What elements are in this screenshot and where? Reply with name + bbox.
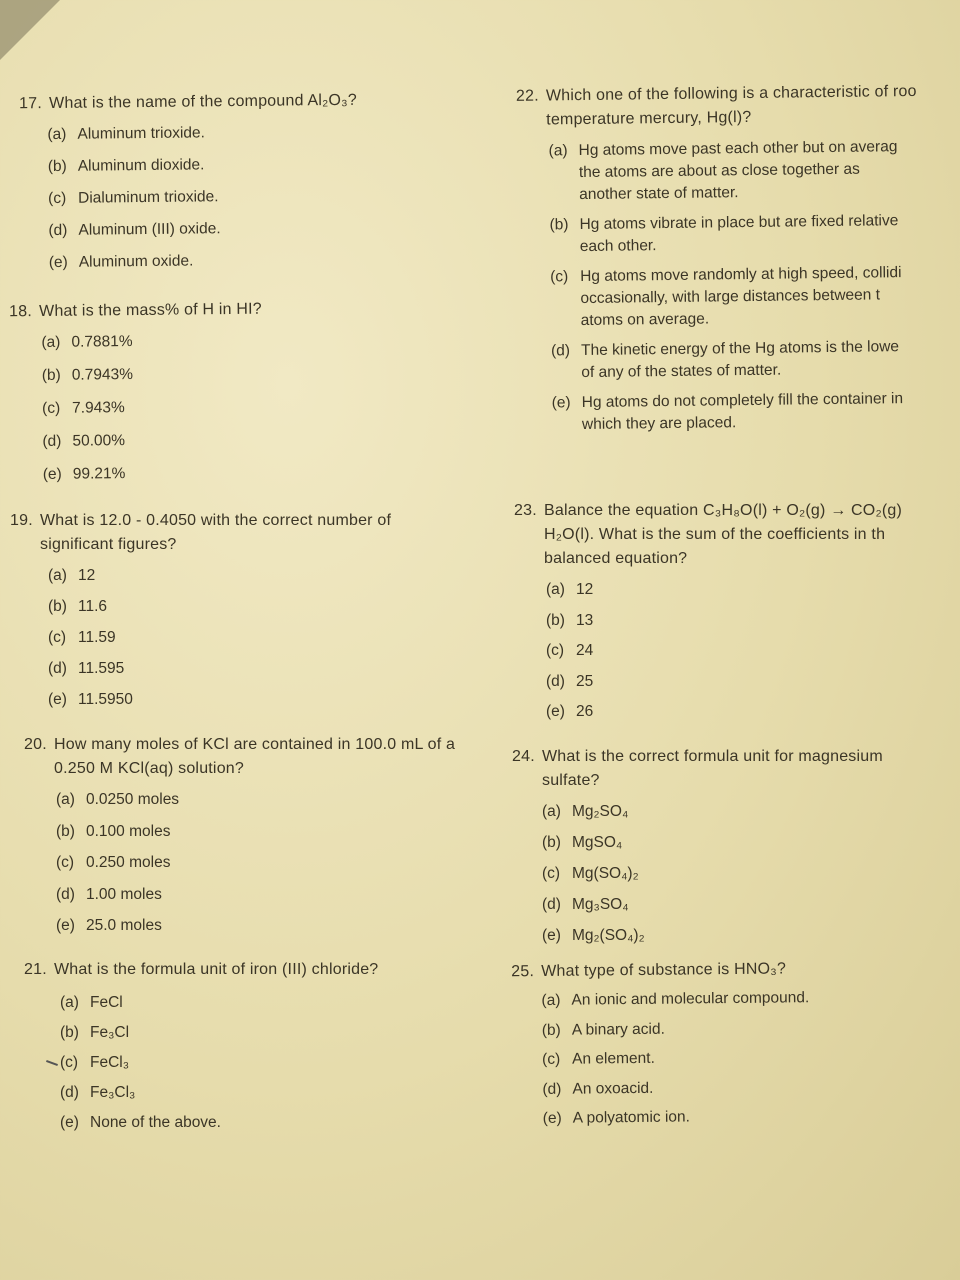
option-e[interactable] xyxy=(43,460,451,486)
option-text: 12 xyxy=(576,581,594,598)
option-a[interactable] xyxy=(548,135,960,206)
question-number: 19. xyxy=(10,512,33,529)
option-text: Mg₂SO₄ xyxy=(572,803,629,820)
option-e[interactable] xyxy=(48,689,470,711)
option-a[interactable] xyxy=(48,565,470,587)
option-letter: (a) xyxy=(542,803,561,820)
question-text-line-2: H₂O(l). What is the sum of the coefficients in th xyxy=(544,526,886,543)
option-letter: (b) xyxy=(549,216,569,234)
option-letter: (d) xyxy=(42,432,62,450)
question-number: 20. xyxy=(24,736,47,753)
option-b[interactable] xyxy=(542,1015,952,1041)
option-d[interactable] xyxy=(542,894,960,916)
option-d[interactable] xyxy=(546,671,960,693)
option-letter: (c) xyxy=(60,1054,79,1071)
option-text: 12 xyxy=(78,567,96,584)
option-b[interactable] xyxy=(60,1022,464,1044)
option-c[interactable] xyxy=(56,852,474,874)
option-text: 11.5950 xyxy=(78,691,133,708)
option-d[interactable] xyxy=(56,884,474,906)
option-d[interactable] xyxy=(42,427,450,453)
option-text: 50.00% xyxy=(72,432,126,450)
option-c[interactable] xyxy=(542,1045,952,1071)
question-number: 18. xyxy=(9,303,33,321)
option-text: 11.6 xyxy=(78,598,108,615)
option-e[interactable] xyxy=(49,248,461,274)
question-20 xyxy=(24,733,474,947)
option-letter: (b) xyxy=(60,1024,79,1041)
option-text-line-2: occasionally, with large distances between t xyxy=(580,286,881,308)
option-letter: (a) xyxy=(41,333,61,351)
option-text: 24 xyxy=(576,642,594,659)
option-letter: (a) xyxy=(56,791,75,808)
option-letter: (b) xyxy=(541,1021,561,1039)
option-letter: (b) xyxy=(546,611,565,629)
option-b[interactable] xyxy=(546,610,960,632)
option-text-line-2: which they are placed. xyxy=(581,414,737,434)
option-letter: (e) xyxy=(60,1114,79,1131)
answer-options xyxy=(56,789,474,937)
question-text-line-1: What is the correct formula unit for magnesium xyxy=(542,748,883,765)
option-text: 99.21% xyxy=(72,465,126,483)
option-letter: (e) xyxy=(48,253,68,272)
question-number: 21. xyxy=(24,961,47,978)
question-23 xyxy=(514,499,960,732)
option-letter: (a) xyxy=(60,994,79,1011)
option-letter: (e) xyxy=(542,927,561,944)
option-text: A binary acid. xyxy=(571,1020,665,1039)
option-c[interactable] xyxy=(546,640,960,662)
question-text-line-1: How many moles of KCl are contained in 100.0 mL of a xyxy=(54,736,456,753)
option-letter: (b) xyxy=(56,822,75,840)
answer-options xyxy=(542,801,960,947)
option-text: 11.595 xyxy=(78,660,125,677)
question-text: What is the name of the compound Al₂O₃? xyxy=(49,91,358,112)
option-text: Fe₃Cl₃ xyxy=(90,1084,136,1101)
option-d[interactable] xyxy=(60,1082,464,1104)
option-letter: (a) xyxy=(47,125,67,144)
question-stem xyxy=(19,88,459,117)
question-stem xyxy=(24,958,464,982)
answer-options xyxy=(546,579,960,723)
option-text: Aluminum (III) oxide. xyxy=(78,220,221,239)
option-text: An oxoacid. xyxy=(572,1079,654,1098)
option-text: 0.100 moles xyxy=(86,822,171,840)
question-stem xyxy=(9,296,449,325)
option-text: Mg₃SO₄ xyxy=(572,896,629,913)
option-e[interactable] xyxy=(542,925,960,947)
option-text: 0.0250 moles xyxy=(86,791,180,808)
option-a[interactable] xyxy=(41,328,449,354)
option-letter: (c) xyxy=(550,268,569,286)
option-text: FeCl₃ xyxy=(90,1054,130,1071)
answer-options xyxy=(548,135,960,436)
question-stem xyxy=(24,733,474,781)
option-letter: (e) xyxy=(542,1109,562,1127)
option-a[interactable] xyxy=(56,789,474,811)
answer-options xyxy=(41,328,451,486)
option-a[interactable] xyxy=(60,992,464,1014)
option-b[interactable] xyxy=(48,596,470,618)
option-letter: (a) xyxy=(546,581,565,598)
question-stem xyxy=(511,956,951,985)
option-letter: (d) xyxy=(56,885,75,903)
question-18 xyxy=(9,296,451,498)
option-text: 11.59 xyxy=(78,629,116,646)
answer-options xyxy=(48,565,470,711)
question-number: 17. xyxy=(19,95,43,113)
option-text: 25 xyxy=(576,672,594,690)
option-letter: (e) xyxy=(551,394,571,412)
option-text: 1.00 moles xyxy=(86,885,162,903)
question-number: 24. xyxy=(512,748,535,765)
option-a[interactable] xyxy=(546,579,960,601)
question-text: What is the formula unit of iron (III) chloride? xyxy=(54,961,379,978)
question-stem xyxy=(514,499,960,571)
option-text-line-3: another state of matter. xyxy=(579,184,739,204)
question-text-line-1: Balance the equation C₃H₈O(l) + O₂(g) → CO₂(g) xyxy=(544,502,903,519)
question-text-line-2: 0.250 M KCl(aq) solution? xyxy=(54,760,244,777)
option-text-line-1: Hg atoms do not completely fill the container in xyxy=(581,390,904,412)
option-text: Fe₃Cl xyxy=(90,1024,130,1041)
option-text: 0.250 moles xyxy=(86,854,171,871)
option-letter: (d) xyxy=(542,1080,562,1098)
question-text-line-2: significant figures? xyxy=(40,536,177,553)
option-text-line-1: Hg atoms move past each other but on averag xyxy=(578,138,898,160)
option-letter: (c) xyxy=(42,399,61,417)
option-e[interactable] xyxy=(60,1112,464,1134)
option-text: Mg(SO₄)₂ xyxy=(572,865,639,882)
option-letter: (c) xyxy=(546,642,565,659)
page-corner-shadow xyxy=(0,0,60,60)
option-text: FeCl xyxy=(90,994,123,1011)
option-letter: (b) xyxy=(41,366,61,384)
question-text-line-1: Which one of the following is a characteristic of roo xyxy=(545,82,917,105)
option-letter: (c) xyxy=(542,865,561,882)
option-text: 0.7881% xyxy=(71,333,133,351)
option-text: 13 xyxy=(576,611,594,629)
option-e[interactable] xyxy=(552,387,960,436)
answer-options xyxy=(541,986,952,1130)
option-letter: (d) xyxy=(60,1084,79,1101)
option-a[interactable] xyxy=(47,120,459,146)
option-text: Dialuminum trioxide. xyxy=(78,188,219,207)
option-letter: (e) xyxy=(48,691,67,708)
option-text-line-2: each other. xyxy=(579,237,657,256)
question-19 xyxy=(10,509,470,720)
option-c[interactable] xyxy=(550,261,960,332)
option-text-line-1: Hg atoms move randomly at high speed, collidi xyxy=(580,264,902,286)
question-21 xyxy=(24,958,464,1142)
option-text-line-2: the atoms are about as close together as xyxy=(578,160,860,182)
question-text-line-1: What is 12.0 - 0.4050 with the correct number of xyxy=(40,512,392,529)
option-letter: (c) xyxy=(56,854,75,871)
question-24 xyxy=(512,745,960,956)
option-d[interactable] xyxy=(551,335,960,384)
option-e[interactable] xyxy=(56,915,474,937)
option-c[interactable] xyxy=(42,394,450,420)
option-c-marked[interactable] xyxy=(60,1052,464,1074)
option-letter: (e) xyxy=(546,703,565,720)
option-letter: (c) xyxy=(48,629,67,646)
question-25 xyxy=(511,956,953,1138)
option-text: A polyatomic ion. xyxy=(572,1108,691,1127)
option-letter: (b) xyxy=(47,157,67,176)
option-text: 25.0 moles xyxy=(86,917,162,934)
option-letter: (d) xyxy=(542,896,561,913)
question-text-line-2: sulfate? xyxy=(542,772,600,789)
option-c[interactable] xyxy=(48,184,460,210)
option-c[interactable] xyxy=(542,863,960,885)
answer-options xyxy=(47,120,461,274)
option-d[interactable] xyxy=(542,1074,952,1100)
option-text: Aluminum oxide. xyxy=(78,252,194,271)
option-d[interactable] xyxy=(48,216,460,242)
option-text: 7.943% xyxy=(72,399,125,417)
question-stem xyxy=(10,509,470,557)
question-text: What type of substance is HNO₃? xyxy=(541,960,787,980)
option-b[interactable] xyxy=(549,209,960,258)
question-text: What is the mass% of H in HI? xyxy=(39,300,262,320)
option-letter: (a) xyxy=(48,567,67,584)
option-text-line-1: Hg atoms vibrate in place but are fixed relative xyxy=(579,212,899,234)
option-text-line-3: atoms on average. xyxy=(580,310,710,330)
option-letter: (d) xyxy=(550,342,571,360)
question-number: 23. xyxy=(514,502,537,519)
option-c[interactable] xyxy=(48,627,470,649)
question-text-line-2: temperature mercury, Hg(l)? xyxy=(546,108,752,129)
option-letter: (c) xyxy=(48,189,67,208)
option-letter: (a) xyxy=(548,142,568,160)
option-letter: (c) xyxy=(542,1050,561,1068)
option-a[interactable] xyxy=(541,986,951,1012)
option-text-line-2: of any of the states of matter. xyxy=(581,361,782,382)
option-text: An element. xyxy=(572,1049,655,1068)
option-b[interactable] xyxy=(48,152,460,178)
option-d[interactable] xyxy=(48,658,470,680)
option-e[interactable] xyxy=(543,1104,953,1130)
option-b[interactable] xyxy=(542,832,960,854)
option-text: Aluminum trioxide. xyxy=(77,124,206,143)
question-text-line-3: balanced equation? xyxy=(544,550,688,567)
option-text: 26 xyxy=(576,703,594,720)
option-text: Aluminum dioxide. xyxy=(77,156,205,175)
answer-options xyxy=(60,992,464,1134)
option-text: Mg₂(SO₄)₂ xyxy=(572,927,645,944)
option-e[interactable] xyxy=(546,701,960,723)
option-letter: (a) xyxy=(541,991,561,1009)
question-17 xyxy=(19,88,461,285)
option-b[interactable] xyxy=(42,361,450,387)
option-letter: (d) xyxy=(546,672,565,690)
option-letter: (b) xyxy=(48,598,67,615)
option-letter: (b) xyxy=(542,834,561,851)
option-letter: (e) xyxy=(56,917,75,934)
option-text: An ionic and molecular compound. xyxy=(571,989,810,1009)
question-stem xyxy=(512,745,960,793)
question-stem xyxy=(516,79,960,133)
question-number: 22. xyxy=(515,87,539,105)
option-letter: (d) xyxy=(48,660,67,677)
option-b[interactable] xyxy=(56,821,474,843)
option-text: MgSO₄ xyxy=(572,834,623,851)
option-letter: (d) xyxy=(48,221,68,240)
option-text: None of the above. xyxy=(90,1114,221,1131)
question-22 xyxy=(516,79,960,445)
option-letter: (e) xyxy=(42,465,62,483)
option-text: 0.7943% xyxy=(71,366,134,384)
question-number: 25. xyxy=(511,963,535,981)
option-a[interactable] xyxy=(542,801,960,823)
option-text-line-1: The kinetic energy of the Hg atoms is the lowe xyxy=(580,338,900,360)
